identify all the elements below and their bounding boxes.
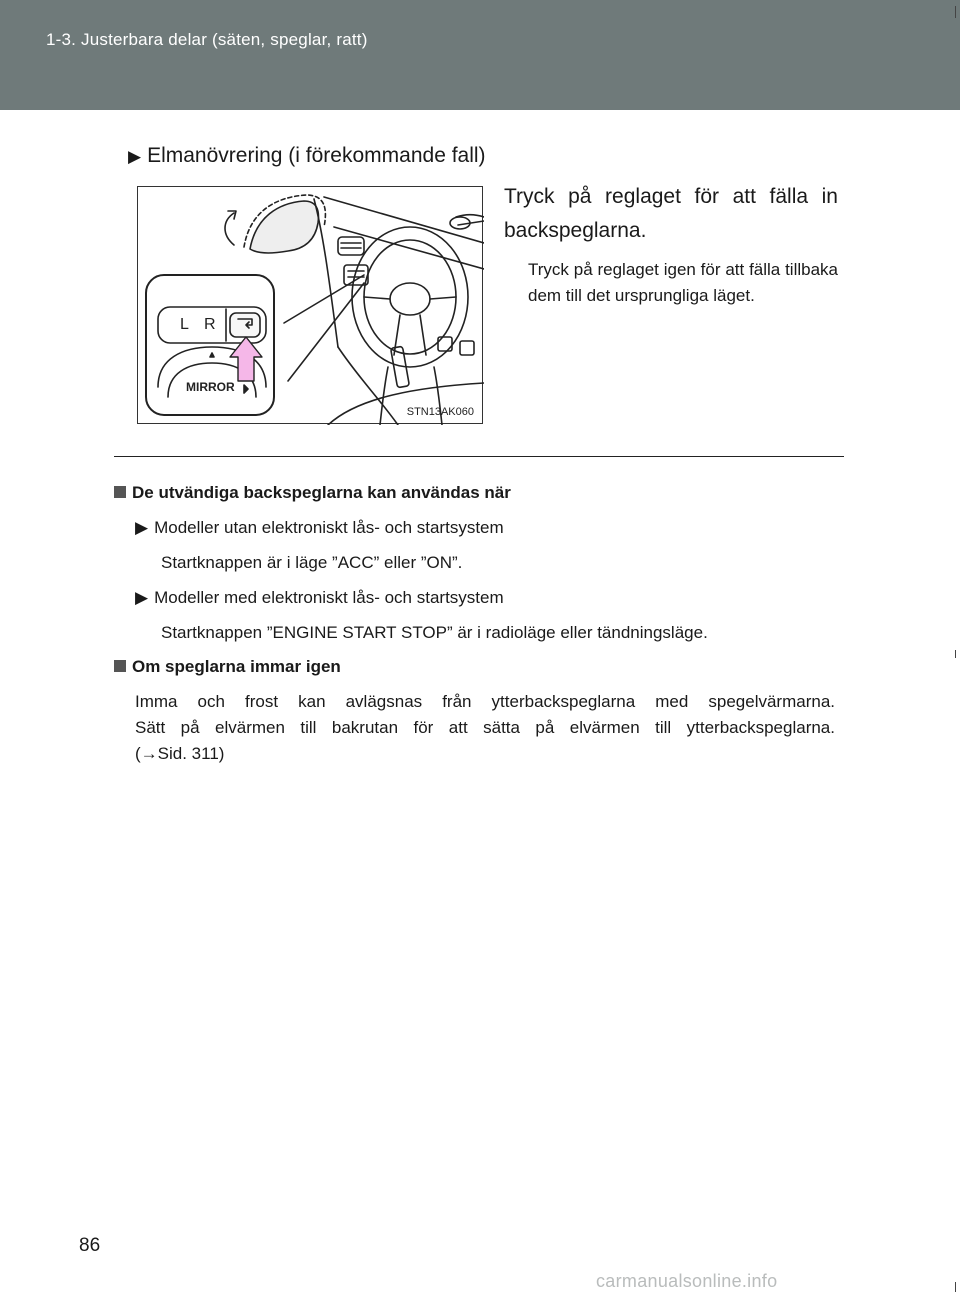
case-without-smart-key-detail: Startknappen är i läge ”ACC” eller ”ON”.	[161, 553, 463, 572]
chapter-title: 1-3. Justerbara delar (säten, speglar, ratt)	[46, 30, 368, 49]
header-bar	[0, 0, 960, 110]
info-heading-fog-text: Om speglarna immar igen	[132, 657, 341, 676]
mirror-fold-illustration	[137, 186, 483, 424]
square-bullet-icon	[114, 660, 126, 672]
case-with-smart-key-text: Modeller med elektroniskt lås- och startsystem	[154, 588, 504, 607]
triangle-bullet-icon: ▶	[135, 518, 149, 537]
triangle-bullet-icon: ▶	[135, 588, 149, 607]
fog-page-reference: (→Sid. 311)	[135, 744, 225, 763]
info-heading-usage	[114, 483, 511, 503]
section-divider	[114, 456, 844, 457]
button-label-l: L	[180, 316, 189, 333]
section-heading	[128, 144, 486, 168]
section-heading-text: Elmanövrering (i förekommande fall)	[147, 144, 486, 167]
watermark: carmanualsonline.info	[596, 1271, 778, 1291]
page-number: 86	[79, 1235, 101, 1256]
fog-explanation	[135, 689, 835, 767]
edge-tick-top	[955, 6, 956, 18]
figure-code: STN13AK060	[406, 406, 474, 418]
fold-arrow	[225, 213, 234, 245]
side-mirror-shape	[250, 201, 318, 253]
triangle-bullet-icon: ▶	[128, 147, 142, 166]
case-with-smart-key	[135, 588, 504, 608]
case-without-smart-key	[135, 518, 504, 538]
edge-tick-bottom	[955, 1282, 956, 1292]
fog-line-1: Imma och frost kan avlägsnas från ytterbackspeglarna med spegelvärmarna.	[135, 692, 835, 711]
info-heading-fog	[114, 657, 341, 677]
case-with-smart-key-detail: Startknappen ”ENGINE START STOP” är i radioläge eller tändningsläge.	[161, 623, 708, 642]
switch-callout-box	[146, 275, 274, 415]
fold-button	[230, 313, 260, 337]
square-bullet-icon	[114, 486, 126, 498]
fog-line-2: Sätt på elvärmen till bakrutan för att sätta på elvärmen till ytterbackspeglarna.	[135, 718, 835, 737]
edge-tick-mid	[955, 650, 956, 658]
instruction-main: Tryck på reglaget för att fälla in backspeglarna.	[504, 185, 838, 242]
info-heading-usage-text: De utvändiga backspeglarna kan användas när	[132, 483, 511, 502]
instruction-note: Tryck på reglaget igen för att fälla tillbaka dem till det ursprungliga läget.	[528, 260, 838, 305]
mirror-label: MIRROR	[186, 380, 235, 394]
case-without-smart-key-text: Modeller utan elektroniskt lås- och startsystem	[154, 518, 504, 537]
button-label-r: R	[204, 316, 216, 333]
